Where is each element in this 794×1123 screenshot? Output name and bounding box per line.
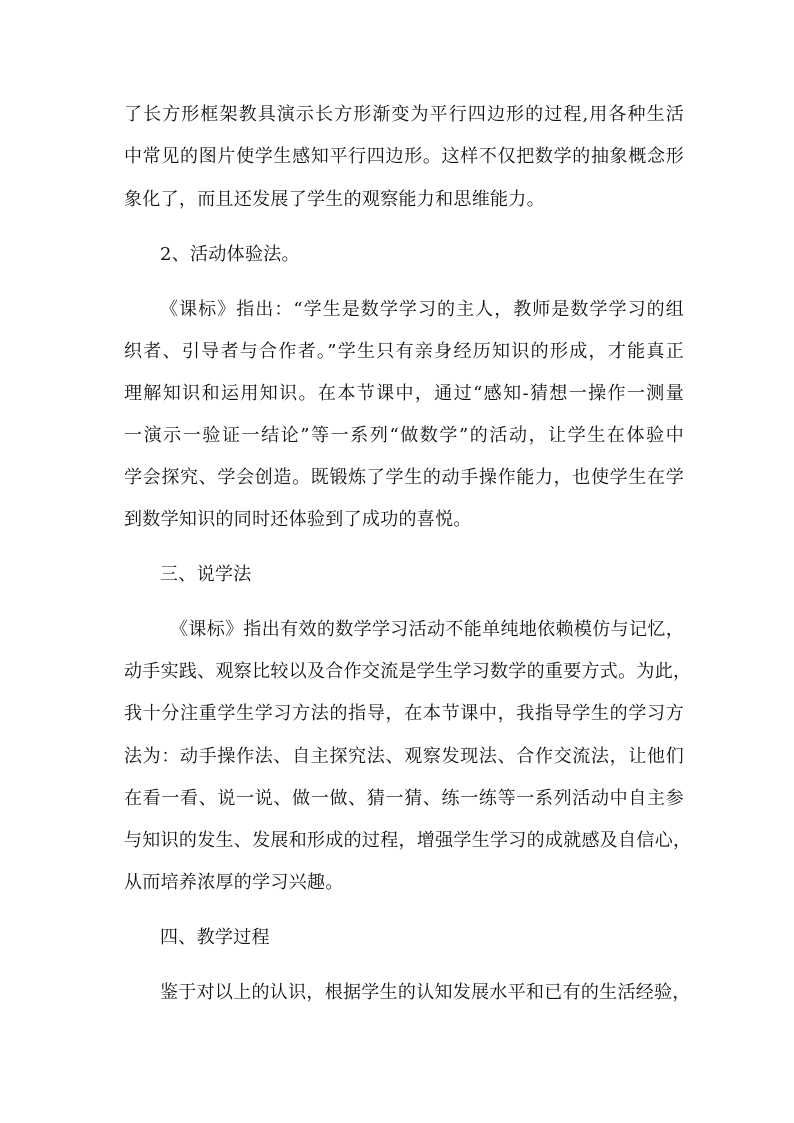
text-line: 法为：动手操作法、自主探究法、观察发现法、合作交流法，让他们 <box>124 746 684 767</box>
section-heading-learning-method: 三、说学法 <box>160 564 252 585</box>
text-line: 学会探究、学会创造。既锻炼了学生的动手操作能力，也使学生在学 <box>124 467 684 488</box>
text-line: 到数学知识的同时还体验到了成功的喜悦。 <box>124 509 472 530</box>
text-line: 一演示一验证一结论”等一系列“做数学”的活动，让学生在体验中 <box>124 425 684 446</box>
text-line: 中常见的图片使学生感知平行四边形。这样不仅把数学的抽象概念形 <box>124 146 684 167</box>
text-line: 《课标》指出有效的数学学习活动不能单纯地依赖模仿与记忆， <box>170 619 684 640</box>
text-line: 鉴于对以上的认识，根据学生的认知发展水平和已有的生活经验， <box>160 982 691 1003</box>
text-line: 理解知识和运用知识。在本节课中，通过“感知-猜想一操作一测量 <box>124 383 684 404</box>
section-heading-activity: 2、活动体验法。 <box>160 244 300 265</box>
text-line: 与知识的发生、发展和形成的过程，增强学生学习的成就感及自信心， <box>124 830 692 851</box>
text-line: 了长方形框架教具演示长方形渐变为平行四边形的过程,用各种生活 <box>124 104 684 125</box>
text-line: 象化了，而且还发展了学生的观察能力和思维能力。 <box>124 189 545 210</box>
text-line: 《课标》指出：“学生是数学学习的主人，教师是数学学习的组 <box>160 299 684 320</box>
section-heading-teaching-process: 四、教学过程 <box>160 927 270 948</box>
text-line: 我十分注重学生学习方法的指导，在本节课中，我指导学生的学习方 <box>124 703 684 724</box>
text-line: 动手实践、观察比较以及合作交流是学生学习数学的重要方式。为此， <box>124 661 692 682</box>
text-line: 从而培养浓厚的学习兴趣。 <box>124 872 344 893</box>
text-line: 织者、引导者与合作者。”学生只有亲身经历知识的形成，才能真正 <box>124 341 684 362</box>
text-line: 在看一看、说一说、做一做、猜一猜、练一练等一系列活动中自主参 <box>124 788 684 809</box>
